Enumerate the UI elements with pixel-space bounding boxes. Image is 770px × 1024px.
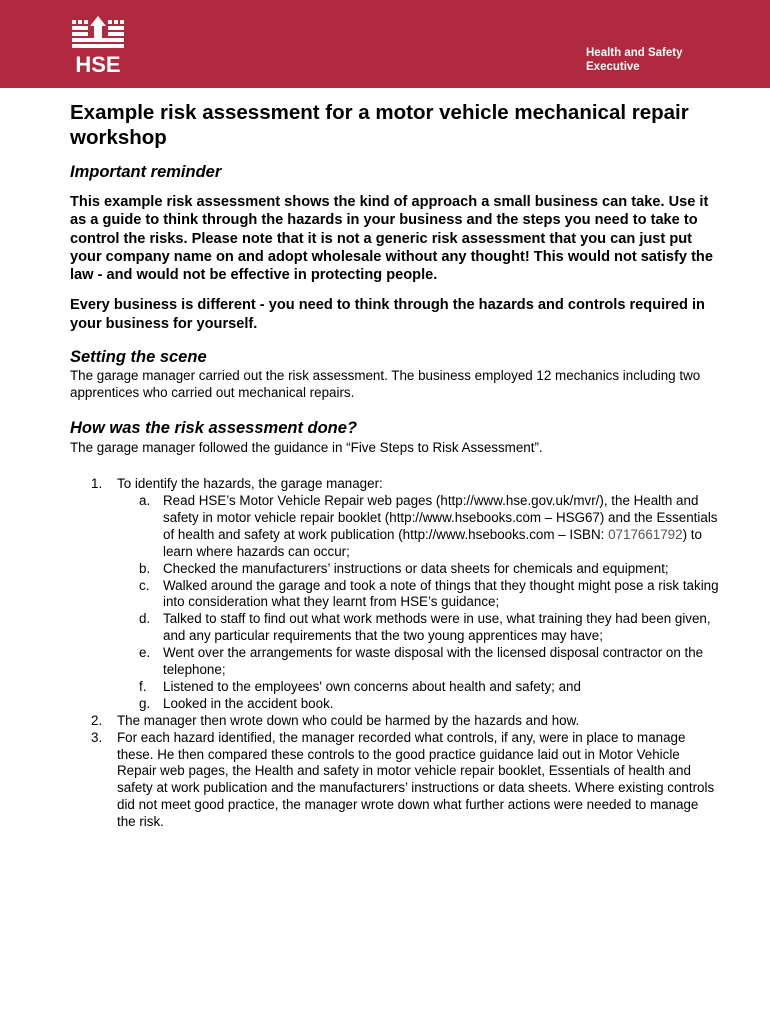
substep-text: Went over the arrangements for waste disposal with the licensed disposal contractor on the telephone;	[163, 645, 704, 678]
logo-text: HSE	[75, 52, 121, 76]
org-name-line1: Health and Safety	[586, 47, 683, 59]
step-number: 3.	[91, 729, 103, 745]
header-band	[0, 0, 770, 88]
scene-heading: Setting the scene	[70, 348, 207, 367]
substep-text: Walked around the garage and took a note of things that they thought might pose a risk taking into consideration what they learnt from HSE’s guidance;	[163, 577, 719, 610]
page-title: Example risk assessment for a motor vehicle mechanical repair workshop	[70, 101, 689, 149]
substep-item	[117, 679, 720, 696]
step-text: For each hazard identified, the manager recorded what controls, if any, were in place to manage these. He then compared these controls to the good practice guidance laid out in Motor Vehicle Repair web pages, the Health and safety in motor vehicle repair booklet, Essentials of health and safety at work publication and the manufacturers’ instructions or data sheets. Where existing controls did not meet good practice, the manager wrote down what further actions were needed to manage the risk.	[117, 729, 715, 830]
substep-letter: e.	[139, 645, 151, 661]
substep-text: Checked the manufacturers’ instructions or data sheets for chemicals and equipment;	[163, 560, 669, 576]
reminder-paragraph-1: This example risk assessment shows the kind of approach a small business can take. Use it as a guide to think through the hazards in your business and the steps you need to take to control the risks. Please note that it is not a generic risk assessment that you can just put your company name on and adopt wholesale without any thought! This would not satisfy the law - and would not be effective in protecting people.	[70, 194, 713, 284]
document-body	[70, 100, 720, 831]
reminder-heading: Important reminder	[70, 163, 222, 181]
substep-text: Read HSE’s Motor Vehicle Repair web pages (http://www.hse.gov.uk/mvr/), the Health and safety in motor vehicle repair booklet (http://www.hsebooks.com – HSG67) and the Essentials of health and safety at work publication (http://www.hsebooks.com – ISBN: 0717661792) to learn where hazards can occur;	[163, 492, 718, 559]
organisation-name	[586, 46, 683, 74]
step-item	[70, 730, 720, 831]
substep-item	[117, 493, 720, 561]
steps-list	[70, 476, 720, 831]
substep-text: Listened to the employees' own concerns about health and safety; and	[163, 678, 581, 694]
org-name-line2: Executive	[586, 61, 640, 73]
step-text: To identify the hazards, the garage manager:	[117, 476, 383, 492]
scene-text: The garage manager carried out the risk assessment. The business employed 12 mechanics including two apprentices who carried out mechanical repairs.	[70, 368, 701, 401]
substep-letter: b.	[139, 560, 151, 576]
substep-text: Talked to staff to find out what work methods were in use, what training they had been given, and any particular requirements that the two young apprentices may have;	[163, 611, 711, 644]
step-number: 1.	[91, 476, 103, 492]
how-heading: How was the risk assessment done?	[70, 419, 358, 438]
substep-item	[117, 611, 720, 645]
how-intro: The garage manager followed the guidance in “Five Steps to Risk Assessment”.	[70, 440, 543, 456]
substep-letter: a.	[139, 492, 151, 508]
substep-item	[117, 561, 720, 578]
substep-letter: g.	[139, 695, 151, 711]
step-item	[70, 476, 720, 713]
substep-letter: f.	[139, 678, 147, 694]
substep-item	[117, 578, 720, 612]
step-item	[70, 713, 720, 730]
reminder-paragraph-2: Every business is different - you need to think through the hazards and controls required in your business for yourself.	[70, 297, 705, 332]
substep-text: Looked in the accident book.	[163, 695, 334, 711]
substep-letter: d.	[139, 611, 151, 627]
substep-item	[117, 696, 720, 713]
step-text: The manager then wrote down who could be harmed by the hazards and how.	[117, 712, 580, 728]
substep-letter: c.	[139, 577, 150, 593]
substeps-list	[117, 493, 720, 713]
substep-item	[117, 645, 720, 679]
hse-logo	[68, 14, 130, 76]
isbn-number: 0717661792	[608, 526, 683, 542]
step-number: 2.	[91, 712, 103, 728]
